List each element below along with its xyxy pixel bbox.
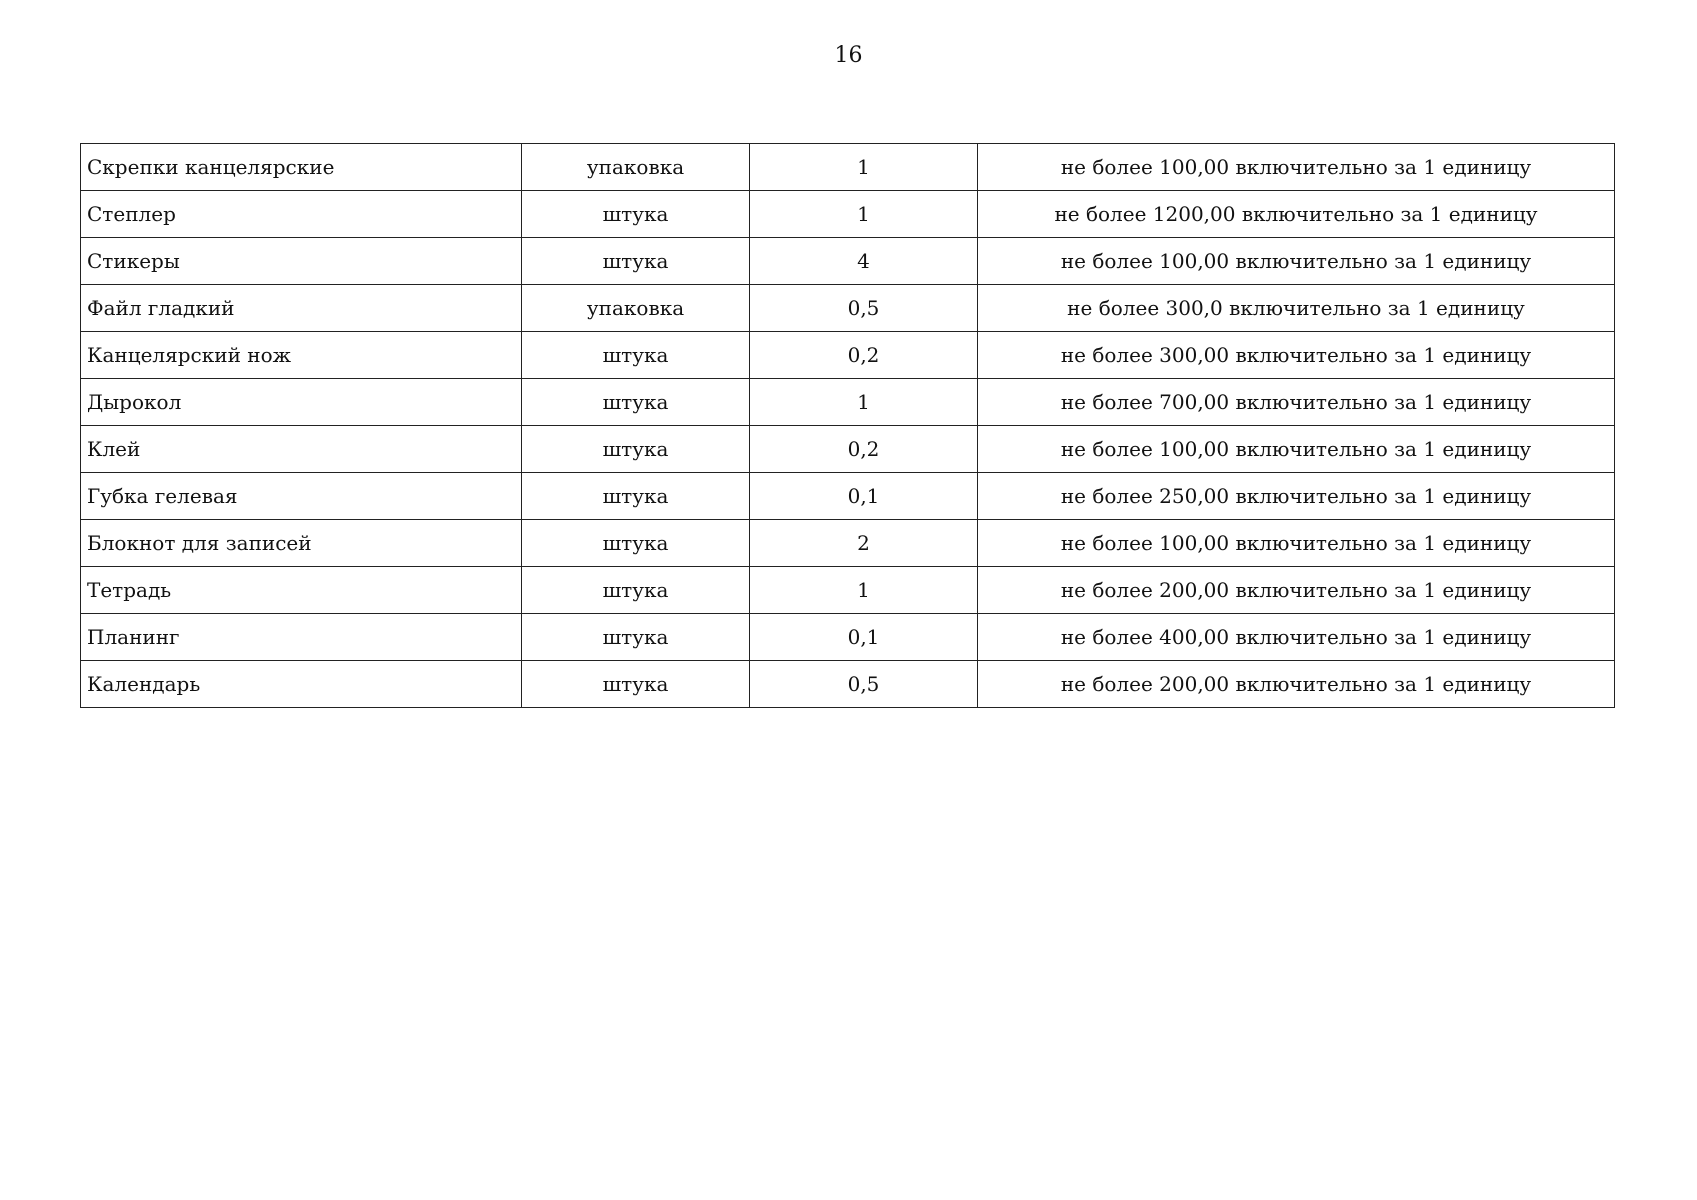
item-name-cell: Скрепки канцелярские <box>81 144 522 191</box>
item-name-cell: Дырокол <box>81 379 522 426</box>
item-name-cell: Клей <box>81 426 522 473</box>
quantity-cell: 2 <box>750 520 978 567</box>
unit-cell: упаковка <box>522 144 750 191</box>
table-row <box>81 473 1615 520</box>
quantity-cell: 0,5 <box>750 661 978 708</box>
table-row <box>81 144 1615 191</box>
quantity-cell: 0,2 <box>750 332 978 379</box>
unit-cell: штука <box>522 567 750 614</box>
item-name-cell: Блокнот для записей <box>81 520 522 567</box>
quantity-cell: 0,2 <box>750 426 978 473</box>
quantity-cell: 4 <box>750 238 978 285</box>
table-row <box>81 332 1615 379</box>
item-name-cell: Губка гелевая <box>81 473 522 520</box>
supplies-table-body <box>81 144 1615 708</box>
unit-cell: упаковка <box>522 285 750 332</box>
unit-cell: штука <box>522 661 750 708</box>
price-limit-cell: не более 400,00 включительно за 1 единицу <box>978 614 1615 661</box>
item-name-cell: Степлер <box>81 191 522 238</box>
supplies-table <box>80 143 1615 708</box>
table-row <box>81 285 1615 332</box>
item-name-cell: Календарь <box>81 661 522 708</box>
price-limit-cell: не более 300,0 включительно за 1 единицу <box>978 285 1615 332</box>
quantity-cell: 1 <box>750 379 978 426</box>
unit-cell: штука <box>522 426 750 473</box>
page-number: 16 <box>834 43 863 68</box>
unit-cell: штука <box>522 614 750 661</box>
price-limit-cell: не более 100,00 включительно за 1 единицу <box>978 426 1615 473</box>
item-name-cell: Тетрадь <box>81 567 522 614</box>
price-limit-cell: не более 200,00 включительно за 1 единицу <box>978 661 1615 708</box>
item-name-cell: Планинг <box>81 614 522 661</box>
quantity-cell: 0,5 <box>750 285 978 332</box>
table-row <box>81 379 1615 426</box>
item-name-cell: Стикеры <box>81 238 522 285</box>
table-row <box>81 614 1615 661</box>
table-row <box>81 191 1615 238</box>
price-limit-cell: не более 250,00 включительно за 1 единицу <box>978 473 1615 520</box>
table-row <box>81 238 1615 285</box>
unit-cell: штука <box>522 238 750 285</box>
unit-cell: штука <box>522 520 750 567</box>
price-limit-cell: не более 100,00 включительно за 1 единицу <box>978 144 1615 191</box>
item-name-cell: Файл гладкий <box>81 285 522 332</box>
price-limit-cell: не более 100,00 включительно за 1 единицу <box>978 238 1615 285</box>
quantity-cell: 1 <box>750 567 978 614</box>
quantity-cell: 0,1 <box>750 614 978 661</box>
unit-cell: штука <box>522 379 750 426</box>
quantity-cell: 1 <box>750 144 978 191</box>
price-limit-cell: не более 300,00 включительно за 1 единицу <box>978 332 1615 379</box>
quantity-cell: 1 <box>750 191 978 238</box>
unit-cell: штука <box>522 191 750 238</box>
price-limit-cell: не более 700,00 включительно за 1 единицу <box>978 379 1615 426</box>
quantity-cell: 0,1 <box>750 473 978 520</box>
price-limit-cell: не более 200,00 включительно за 1 единицу <box>978 567 1615 614</box>
unit-cell: штука <box>522 332 750 379</box>
table-row <box>81 426 1615 473</box>
price-limit-cell: не более 100,00 включительно за 1 единицу <box>978 520 1615 567</box>
item-name-cell: Канцелярский нож <box>81 332 522 379</box>
price-limit-cell: не более 1200,00 включительно за 1 единицу <box>978 191 1615 238</box>
table-row <box>81 567 1615 614</box>
unit-cell: штука <box>522 473 750 520</box>
table-row <box>81 520 1615 567</box>
table-row <box>81 661 1615 708</box>
